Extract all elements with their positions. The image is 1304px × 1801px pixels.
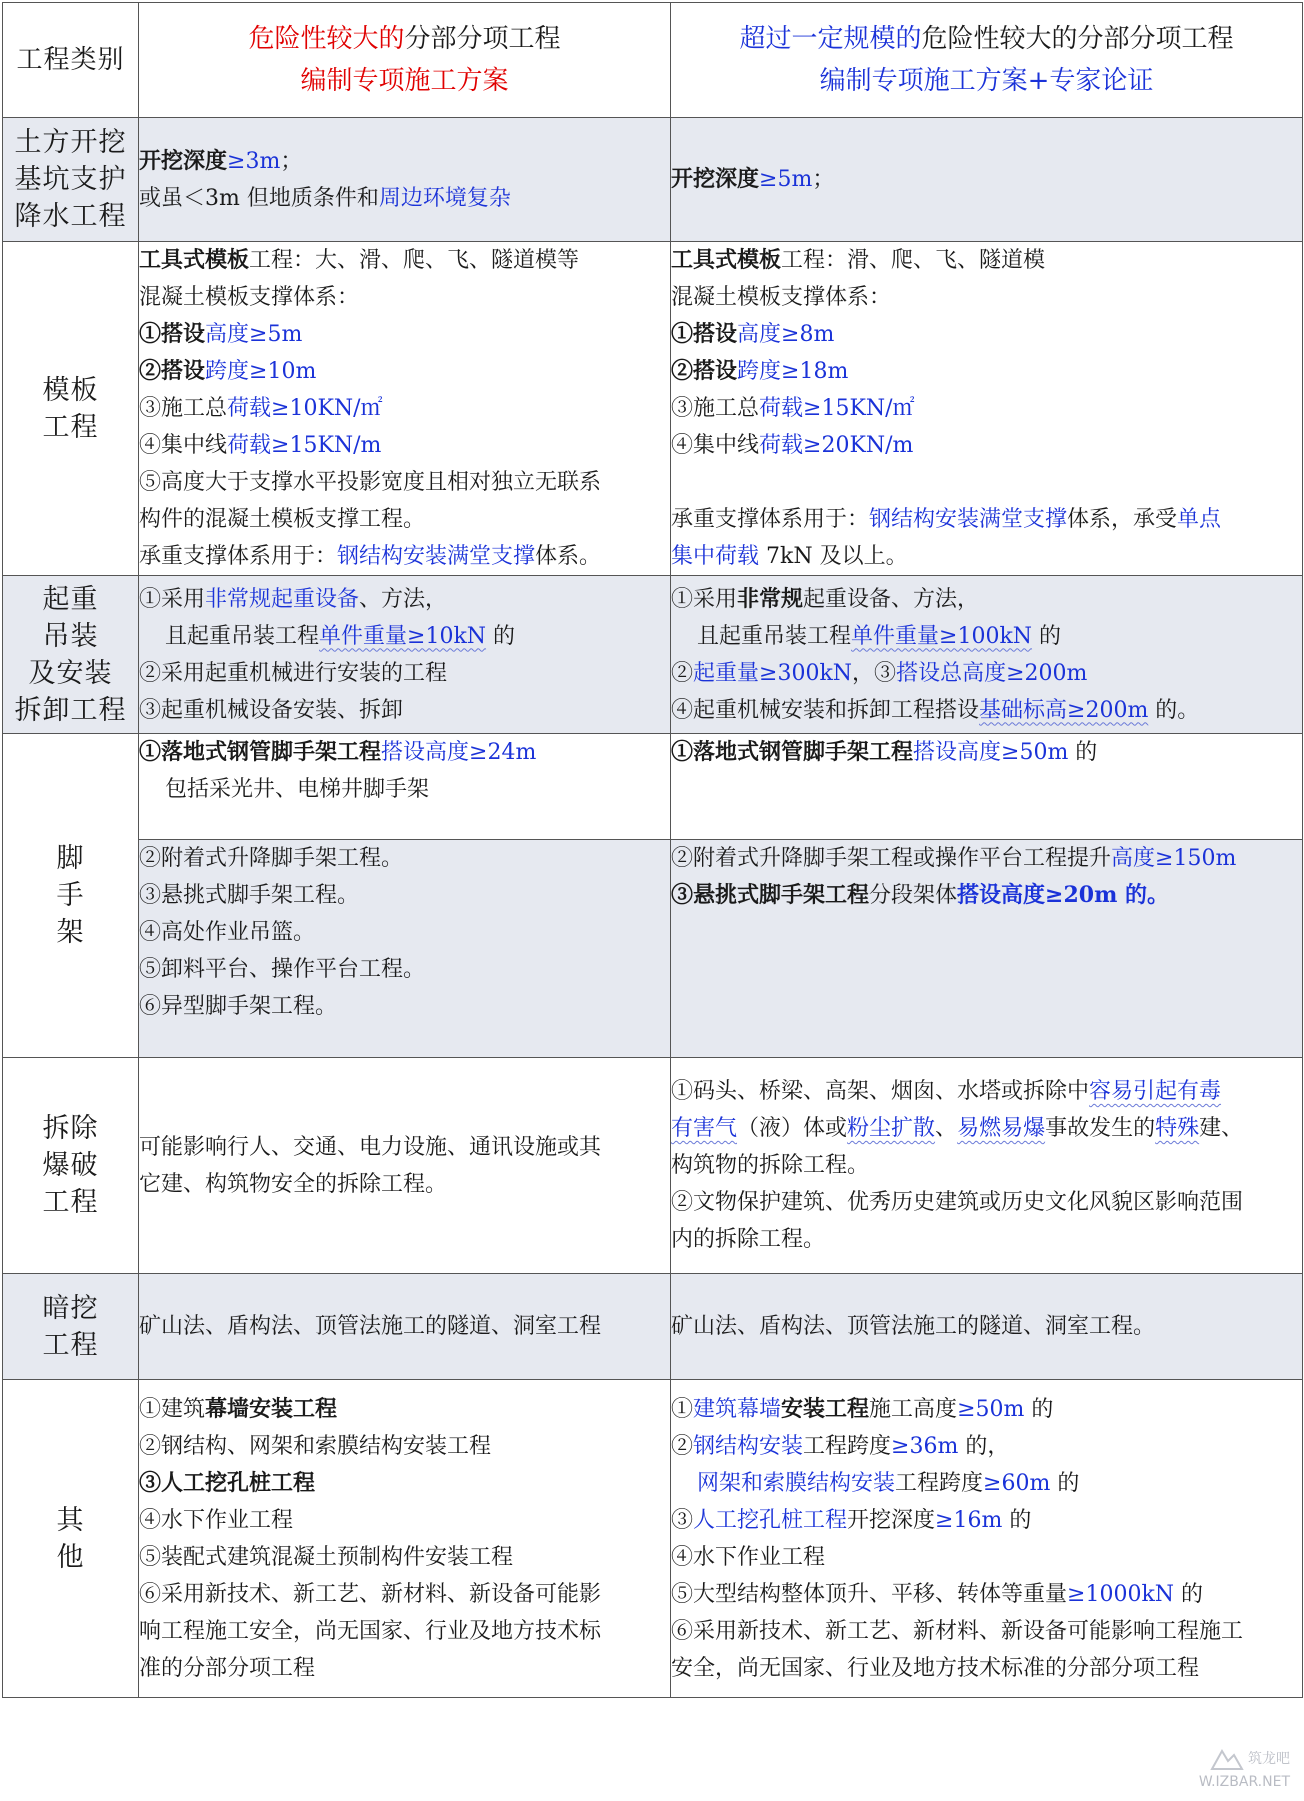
- hazard-classification-table: [2, 2, 1303, 1698]
- text: ②钢结构、网架和索膜结构安装工程: [139, 1433, 492, 1459]
- text: 开挖深度: [139, 147, 228, 174]
- text: 或虽＜3m 但地质条件和: [139, 185, 379, 211]
- highlight: 集中荷载: [671, 544, 760, 569]
- text: ③: [671, 1507, 694, 1533]
- threshold: 荷载≥10KN/㎡: [227, 396, 383, 421]
- scaffold-a-right: [671, 734, 1303, 840]
- text: 承重支撑体系用于：: [139, 544, 338, 569]
- text: ④集中线: [671, 433, 760, 458]
- text: 非常规: [737, 585, 804, 612]
- cat-line: 吊装: [42, 620, 99, 652]
- header-col1-rest: 分部分项工程: [404, 24, 561, 54]
- header-col2-line2: 编制专项施工方案+专家论证: [819, 66, 1154, 96]
- text: ①落地式钢管脚手架工程: [671, 739, 914, 765]
- header-col2-blue: 超过一定规模的: [739, 24, 922, 54]
- threshold: 单件重量≥10kN: [319, 623, 487, 649]
- text: 建、: [1199, 1116, 1244, 1141]
- threshold: 搭设高度≥50m: [913, 740, 1069, 765]
- threshold: 荷载≥15KN/㎡: [759, 396, 915, 421]
- cat-line: 基坑支护: [14, 164, 127, 195]
- text: ①搭设: [139, 321, 206, 347]
- highlight: 特殊: [1155, 1116, 1200, 1141]
- text: 及以上。: [819, 544, 908, 569]
- text: ；: [280, 148, 303, 174]
- text: 响工程施工安全，尚无国家、行业及地方技术标: [139, 1618, 602, 1644]
- text: ②采用起重机械进行安装的工程: [139, 660, 448, 686]
- text: （液）体或: [737, 1116, 848, 1141]
- text: ③: [874, 660, 897, 686]
- cat-lifting: [3, 576, 139, 734]
- text: 的: [1024, 1396, 1054, 1422]
- text: ③施工总: [139, 396, 228, 421]
- threshold: 荷载≥20KN/m: [759, 433, 914, 458]
- row-tunnel: [3, 1274, 1303, 1380]
- header-category: [3, 3, 139, 118]
- row-other: [3, 1380, 1303, 1698]
- text: 矿山法、盾构法、顶管法施工的隧道、洞室工程。: [671, 1314, 1156, 1339]
- cat-demolition: [3, 1058, 139, 1274]
- highlight: 有害气: [671, 1116, 738, 1141]
- text: 且起重吊装工程: [165, 623, 320, 649]
- header-row: [3, 3, 1303, 118]
- text: ②搭设: [671, 358, 738, 384]
- cat-line: 其: [56, 1504, 85, 1536]
- header-col2: [671, 3, 1303, 118]
- highlight: 网架和索膜结构安装: [697, 1470, 896, 1496]
- threshold: ≥60m: [983, 1470, 1051, 1496]
- text: 体系，承受: [1067, 507, 1178, 532]
- text: 可能影响行人、交通、电力设施、通讯设施或其: [139, 1134, 602, 1160]
- text: ⑤大型结构整体顶升、平移、转体等重量: [671, 1581, 1068, 1607]
- text: ④起重机械安装和拆卸工程搭设: [671, 697, 980, 723]
- cat-line: 起重: [42, 583, 99, 615]
- text: ①采用: [671, 586, 738, 612]
- row-scaffold-b: [3, 840, 1303, 1058]
- threshold: 起重量≥300kN: [693, 660, 853, 686]
- text: 、: [935, 1116, 958, 1141]
- cat-tunnel: [3, 1274, 139, 1380]
- threshold: 高度≥8m: [737, 322, 835, 347]
- row-lifting: [3, 576, 1303, 734]
- text: ①搭设: [671, 321, 738, 347]
- cat-earthwork: [3, 118, 139, 242]
- cat-line: 及安装: [28, 657, 113, 689]
- highlight: 非常规起重设备: [205, 586, 360, 612]
- threshold: ≥16m: [935, 1507, 1003, 1533]
- scaffold-a-left: [139, 734, 671, 840]
- lifting-left: [139, 576, 671, 734]
- watermark-text: 筑龙吧: [1248, 1751, 1290, 1767]
- text: ④集中线: [139, 433, 228, 458]
- text: ②: [671, 1433, 694, 1459]
- text: ①建筑: [139, 1396, 206, 1422]
- threshold: 搭设高度≥20m 的。: [957, 882, 1170, 908]
- highlight: 建筑幕墙: [693, 1396, 782, 1422]
- threshold: ≥36m: [891, 1433, 959, 1459]
- cat-line: 爆破: [42, 1150, 99, 1181]
- highlight: 单点: [1177, 507, 1222, 532]
- text: ⑤装配式建筑混凝土预制构件安装工程: [139, 1544, 514, 1570]
- demolition-right: [671, 1058, 1303, 1274]
- text: ④水下作业工程: [671, 1544, 826, 1570]
- text: 分段架体: [869, 883, 958, 908]
- header-category-label: 工程类别: [16, 45, 125, 75]
- cat-line: 工程: [42, 1187, 99, 1218]
- text: 的: [1174, 1581, 1204, 1607]
- text: 且起重吊装工程: [697, 623, 852, 649]
- text: 矿山法、盾构法、顶管法施工的隧道、洞室工程: [139, 1314, 602, 1339]
- text: 工具式模板: [139, 247, 250, 273]
- earthwork-right: [671, 118, 1303, 242]
- text: 工程跨度: [895, 1470, 984, 1496]
- text: 、方法，: [359, 586, 448, 612]
- cat-line: 拆卸工程: [14, 694, 127, 726]
- row-earthwork: [3, 118, 1303, 242]
- text: ②搭设: [139, 358, 206, 384]
- text: 内的拆除工程。: [671, 1227, 826, 1252]
- cat-line: 脚: [56, 843, 85, 874]
- text: 施工高度: [869, 1396, 958, 1422]
- watermark: [1199, 1745, 1290, 1791]
- text: ，: [852, 660, 875, 686]
- text: ③悬挑式脚手架工程: [671, 882, 870, 908]
- highlight: 容易引起有毒: [1089, 1079, 1222, 1104]
- tunnel-right: [671, 1274, 1303, 1380]
- highlight: 钢结构安装: [693, 1433, 804, 1459]
- cat-other: [3, 1380, 139, 1698]
- cat-line: 工程: [42, 411, 99, 443]
- cat-line: 暗挖: [42, 1292, 99, 1324]
- header-col2-rest: 危险性较大的分部分项工程: [921, 24, 1234, 54]
- text: 的: [1068, 740, 1098, 765]
- threshold: ≥3m: [227, 148, 281, 174]
- highlight: 人工挖孔桩工程: [693, 1507, 848, 1533]
- text: ②文物保护建筑、优秀历史建筑或历史文化风貌区影响范围: [671, 1190, 1244, 1215]
- cat-line: 模板: [42, 374, 99, 406]
- text: 的: [1002, 1507, 1032, 1533]
- cat-line: 手: [56, 880, 85, 911]
- text: 它建、构筑物安全的拆除工程。: [139, 1171, 448, 1197]
- threshold: 跨度≥10m: [205, 359, 317, 384]
- watermark-url: W.IZBAR.NET: [1198, 1774, 1290, 1790]
- text: ③人工挖孔桩工程: [139, 1469, 316, 1496]
- threshold: 荷载≥15KN/m: [227, 433, 382, 458]
- spacer: [671, 464, 1302, 501]
- text: 的: [486, 623, 516, 649]
- formwork-right: [671, 242, 1303, 576]
- threshold: 单件重量≥100kN: [851, 623, 1033, 649]
- text: ②附着式升降脚手架工程。: [139, 846, 404, 871]
- text: 幕墙安装工程: [205, 1395, 338, 1422]
- highlight: 易燃易爆: [957, 1116, 1046, 1141]
- text: 工具式模板: [671, 247, 782, 273]
- text: 体系。: [535, 544, 602, 569]
- cat-formwork: [3, 242, 139, 576]
- text: 包括采光井、电梯井脚手架: [165, 777, 430, 802]
- header-col1: [139, 3, 671, 118]
- text: ③施工总: [671, 396, 760, 421]
- demolition-left: [139, 1058, 671, 1274]
- text: ⑤卸料平台、操作平台工程。: [139, 957, 426, 982]
- text: ④高处作业吊篮。: [139, 920, 316, 945]
- formwork-left: [139, 242, 671, 576]
- threshold: 高度≥5m: [205, 322, 303, 347]
- text: ⑥采用新技术、新工艺、新材料、新设备可能影响工程施工: [671, 1618, 1244, 1644]
- text: 工程：滑、爬、飞、隧道模: [781, 248, 1046, 273]
- scaffold-b-right: [671, 840, 1303, 1058]
- text: 的。: [1148, 697, 1200, 723]
- threshold: 搭设高度≥24m: [381, 740, 537, 765]
- cat-scaffold: [3, 734, 139, 1058]
- cat-line: 架: [56, 917, 85, 948]
- text: ③悬挑式脚手架工程。: [139, 883, 360, 908]
- other-left: [139, 1380, 671, 1698]
- text: 构件的混凝土模板支撑工程。: [139, 507, 426, 532]
- tunnel-left: [139, 1274, 671, 1380]
- text: 7kN: [759, 544, 820, 569]
- other-right: [671, 1380, 1303, 1698]
- text: 准的分部分项工程: [139, 1655, 316, 1681]
- text: 起重设备、方法，: [803, 586, 980, 612]
- highlight: 钢结构安装满堂支撑: [337, 544, 536, 569]
- highlight: 钢结构安装满堂支撑: [869, 507, 1068, 532]
- text: 安全，尚无国家、行业及地方技术标准的分部分项工程: [671, 1655, 1200, 1681]
- row-scaffold-a: [3, 734, 1303, 840]
- text: 承重支撑体系用于：: [671, 507, 870, 532]
- text: 的: [1050, 1470, 1080, 1496]
- text: 工程跨度: [803, 1433, 892, 1459]
- threshold: ≥5m: [759, 167, 813, 192]
- text: 开挖深度: [847, 1507, 936, 1533]
- text: ①落地式钢管脚手架工程: [139, 739, 382, 765]
- text: ①: [671, 1396, 694, 1422]
- header-col1-red: 危险性较大的: [248, 24, 405, 54]
- scaffold-b-left: [139, 840, 671, 1058]
- text: ②附着式升降脚手架工程或操作平台工程提升: [671, 846, 1112, 871]
- text: 安装工程: [781, 1395, 870, 1422]
- cat-line: 他: [56, 1541, 85, 1573]
- text: 的: [1032, 623, 1062, 649]
- threshold: ≥1000kN: [1067, 1581, 1175, 1607]
- lifting-right: [671, 576, 1303, 734]
- watermark-logo-icon: [1208, 1745, 1244, 1773]
- text: ①采用: [139, 586, 206, 612]
- header-col1-line2: 编制专项施工方案: [300, 66, 509, 96]
- text: 的，: [958, 1433, 1010, 1459]
- threshold: 高度≥150m: [1111, 846, 1237, 871]
- text: 混凝土模板支撑体系：: [139, 285, 360, 310]
- highlight: 粉尘扩散: [847, 1116, 936, 1141]
- earthwork-left: [139, 118, 671, 242]
- threshold: 搭设总高度≥200m: [896, 660, 1088, 686]
- text: 工程：大、滑、爬、飞、隧道模等: [249, 248, 580, 273]
- text: 混凝土模板支撑体系：: [671, 285, 892, 310]
- text: ⑥采用新技术、新工艺、新材料、新设备可能影: [139, 1581, 602, 1607]
- text: 开挖深度: [671, 166, 760, 192]
- cat-line: 工程: [42, 1329, 99, 1361]
- text: ⑥异型脚手架工程。: [139, 994, 338, 1019]
- threshold: 基础标高≥200m: [979, 697, 1149, 723]
- text: 事故发生的: [1045, 1116, 1156, 1141]
- row-demolition: [3, 1058, 1303, 1274]
- row-formwork: [3, 242, 1303, 576]
- text: ②: [671, 660, 694, 686]
- highlight: 周边环境复杂: [378, 185, 511, 211]
- threshold: 跨度≥18m: [737, 359, 849, 384]
- text: ①码头、桥梁、高架、烟囱、水塔或拆除中: [671, 1079, 1090, 1104]
- threshold: ≥50m: [957, 1396, 1025, 1422]
- text: ④水下作业工程: [139, 1507, 294, 1533]
- text: ⑤高度大于支撑水平投影宽度且相对独立无联系: [139, 470, 602, 495]
- cat-line: 土方开挖: [14, 127, 127, 158]
- cat-line: 拆除: [42, 1113, 99, 1144]
- text: 构筑物的拆除工程。: [671, 1153, 870, 1178]
- cat-line: 降水工程: [14, 201, 127, 232]
- text: ；: [812, 167, 835, 192]
- text: ③起重机械设备安装、拆卸: [139, 697, 404, 723]
